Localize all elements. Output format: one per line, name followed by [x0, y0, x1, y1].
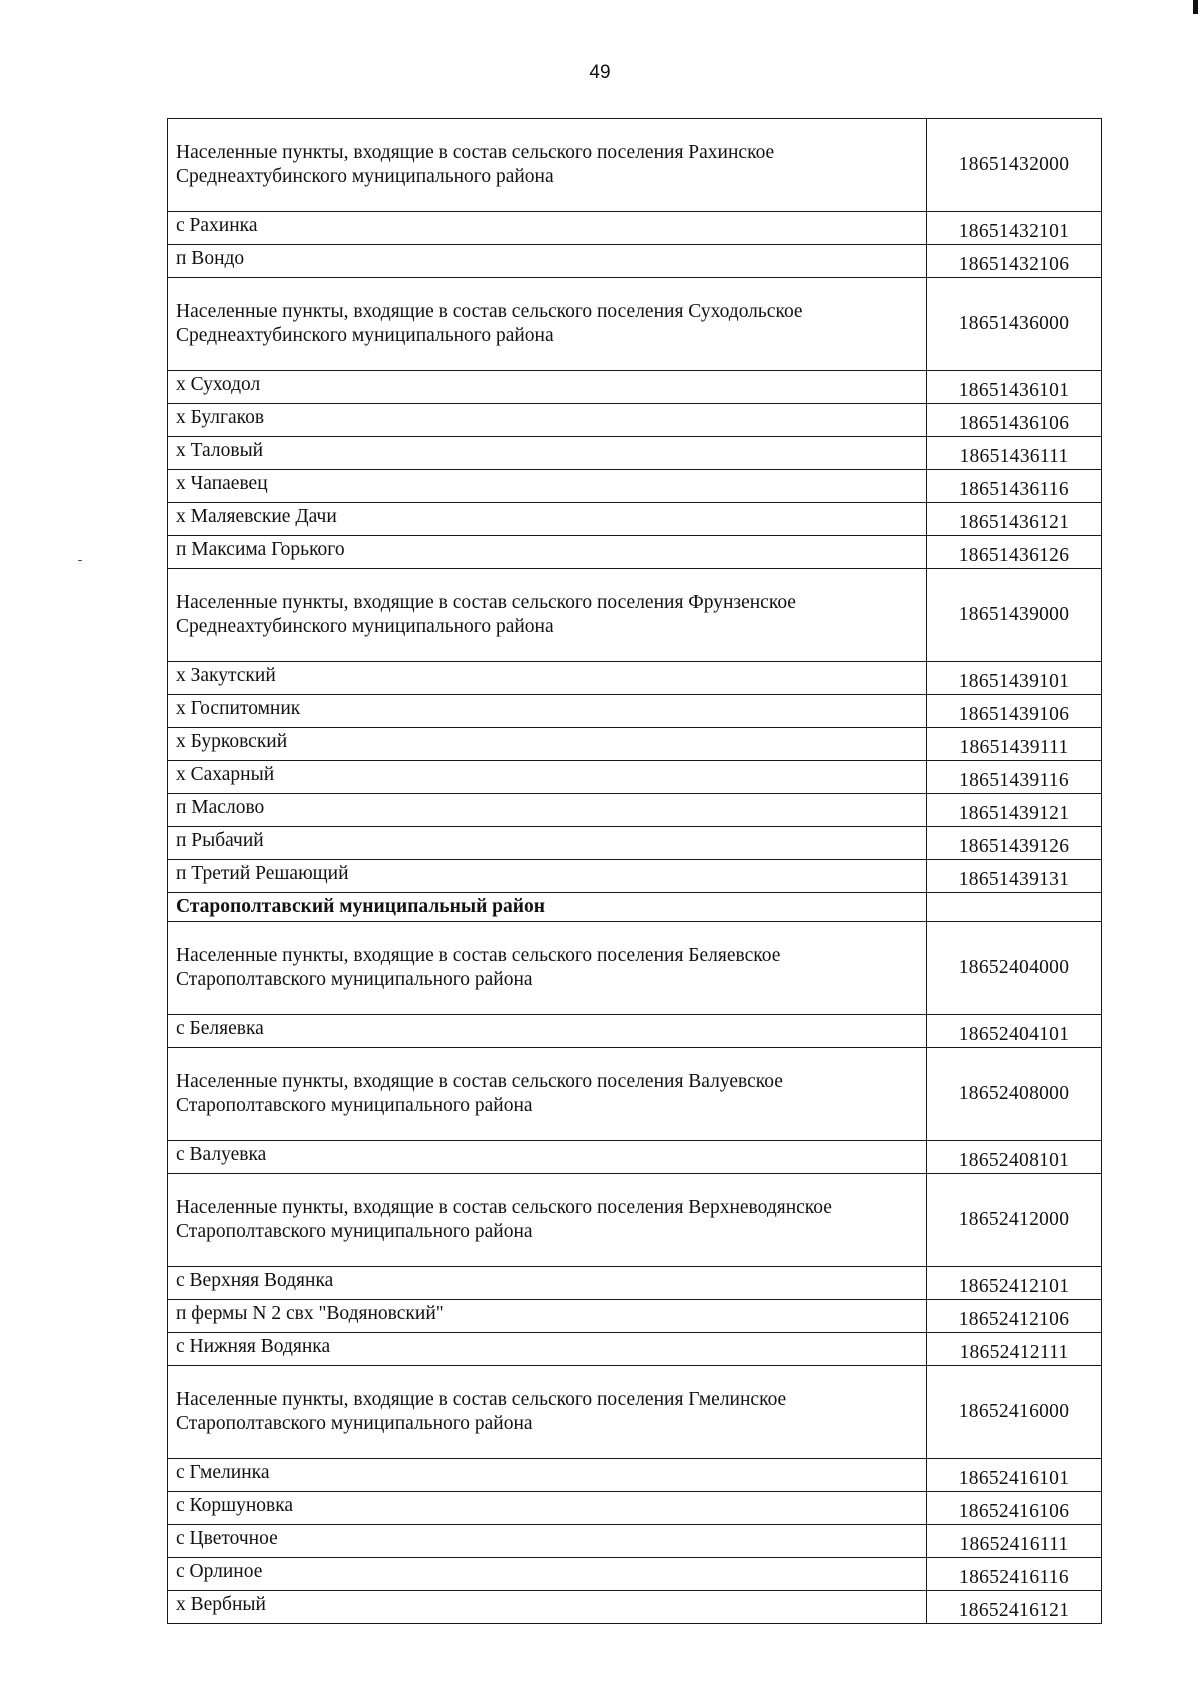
- settlement-name: п Максима Горького: [168, 536, 927, 569]
- settlement-name: с Валуевка: [168, 1141, 927, 1174]
- oktmo-code: 18652416116: [927, 1558, 1102, 1591]
- oktmo-code: 18651439116: [927, 761, 1102, 794]
- settlement-name: п Маслово: [168, 794, 927, 827]
- table-row: [168, 569, 1102, 662]
- settlement-name: п фермы N 2 свх "Водяновский": [168, 1300, 927, 1333]
- page-number: 49: [589, 62, 611, 83]
- settlement-name: с Верхняя Водянка: [168, 1267, 927, 1300]
- table-row: [168, 1267, 1102, 1300]
- table-row: [168, 278, 1102, 371]
- settlement-name: х Суходол: [168, 371, 927, 404]
- table-row: [168, 1591, 1102, 1624]
- table-row: [168, 1141, 1102, 1174]
- oktmo-code: 18652404101: [927, 1015, 1102, 1048]
- settlement-name: х Чапаевец: [168, 470, 927, 503]
- table-row: [168, 245, 1102, 278]
- settlement-name: х Таловый: [168, 437, 927, 470]
- table-row: [168, 794, 1102, 827]
- settlements-table: [167, 118, 1102, 1624]
- table-row: [168, 728, 1102, 761]
- settlement-name: с Беляевка: [168, 1015, 927, 1048]
- oktmo-code: 18651432101: [927, 212, 1102, 245]
- oktmo-code: 18651436111: [927, 437, 1102, 470]
- table-row: [168, 1174, 1102, 1267]
- oktmo-code: 18652416101: [927, 1459, 1102, 1492]
- table-row: [168, 1333, 1102, 1366]
- table-row: [168, 536, 1102, 569]
- table-row: [168, 1558, 1102, 1591]
- settlement-group-name: Населенные пункты, входящие в состав сельского поселения Фрунзенское Среднеахтубинского муниципального района: [168, 569, 927, 662]
- oktmo-code: 18651439000: [927, 569, 1102, 662]
- table-row: [168, 827, 1102, 860]
- settlement-name: х Маляевские Дачи: [168, 503, 927, 536]
- settlement-name: п Вондо: [168, 245, 927, 278]
- settlement-name: с Нижняя Водянка: [168, 1333, 927, 1366]
- oktmo-code: 18651436000: [927, 278, 1102, 371]
- settlement-name: п Рыбачий: [168, 827, 927, 860]
- settlement-group-name: Населенные пункты, входящие в состав сельского поселения Беляевское Старополтавского муниципального района: [168, 922, 927, 1015]
- table-row: [168, 922, 1102, 1015]
- table-row: [168, 437, 1102, 470]
- oktmo-code: 18651439111: [927, 728, 1102, 761]
- settlement-group-name: Населенные пункты, входящие в состав сельского поселения Гмелинское Старополтавского муниципального района: [168, 1366, 927, 1459]
- oktmo-code: 18651439121: [927, 794, 1102, 827]
- table-row: [168, 761, 1102, 794]
- settlement-name: х Бурковский: [168, 728, 927, 761]
- settlement-name: с Гмелинка: [168, 1459, 927, 1492]
- settlement-name: п Третий Решающий: [168, 860, 927, 893]
- oktmo-code: 18651439101: [927, 662, 1102, 695]
- settlement-group-name: Населенные пункты, входящие в состав сельского поселения Верхневодянское Старополтавского муниципального района: [168, 1174, 927, 1267]
- table-row: [168, 212, 1102, 245]
- oktmo-code: 18652416121: [927, 1591, 1102, 1624]
- oktmo-code: 18652412111: [927, 1333, 1102, 1366]
- oktmo-code: 18652404000: [927, 922, 1102, 1015]
- settlement-name: х Госпитомник: [168, 695, 927, 728]
- settlement-name: с Цветочное: [168, 1525, 927, 1558]
- table-row: [168, 1459, 1102, 1492]
- oktmo-code: 18651436126: [927, 536, 1102, 569]
- oktmo-code: 18652416000: [927, 1366, 1102, 1459]
- table-row: [168, 371, 1102, 404]
- table-row: [168, 695, 1102, 728]
- settlement-group-name: Населенные пункты, входящие в состав сельского поселения Валуевское Старополтавского муниципального района: [168, 1048, 927, 1141]
- oktmo-code: 18651432000: [927, 119, 1102, 212]
- oktmo-code: 18652412000: [927, 1174, 1102, 1267]
- oktmo-code: 18651436121: [927, 503, 1102, 536]
- settlement-group-name: Населенные пункты, входящие в состав сельского поселения Рахинское Среднеахтубинского муниципального района: [168, 119, 927, 212]
- oktmo-code: [927, 893, 1102, 922]
- oktmo-code: 18651436116: [927, 470, 1102, 503]
- settlement-name: х Закутский: [168, 662, 927, 695]
- table-row: [168, 119, 1102, 212]
- table-row: [168, 404, 1102, 437]
- table-row: [168, 893, 1102, 922]
- table-row: [168, 1492, 1102, 1525]
- oktmo-code: 18651439131: [927, 860, 1102, 893]
- scan-speck: [78, 560, 82, 561]
- settlement-name: х Булгаков: [168, 404, 927, 437]
- district-name: Старополтавский муниципальный район: [168, 893, 927, 922]
- oktmo-code: 18652412101: [927, 1267, 1102, 1300]
- table-row: [168, 1015, 1102, 1048]
- table-row: [168, 470, 1102, 503]
- oktmo-code: 18652416106: [927, 1492, 1102, 1525]
- oktmo-code: 18651439106: [927, 695, 1102, 728]
- oktmo-code: 18651432106: [927, 245, 1102, 278]
- table-row: [168, 662, 1102, 695]
- settlement-name: с Коршуновка: [168, 1492, 927, 1525]
- table-row: [168, 1300, 1102, 1333]
- settlement-name: с Орлиное: [168, 1558, 927, 1591]
- settlement-name: х Сахарный: [168, 761, 927, 794]
- table-row: [168, 1366, 1102, 1459]
- oktmo-code: 18652416111: [927, 1525, 1102, 1558]
- oktmo-code: 18651436106: [927, 404, 1102, 437]
- table-row: [168, 860, 1102, 893]
- oktmo-code: 18651439126: [927, 827, 1102, 860]
- table-row: [168, 1048, 1102, 1141]
- oktmo-code: 18652408101: [927, 1141, 1102, 1174]
- settlement-name: х Вербный: [168, 1591, 927, 1624]
- settlement-name: с Рахинка: [168, 212, 927, 245]
- oktmo-code: 18652408000: [927, 1048, 1102, 1141]
- oktmo-code: 18651436101: [927, 371, 1102, 404]
- settlement-group-name: Населенные пункты, входящие в состав сельского поселения Суходольское Среднеахтубинского муниципального района: [168, 278, 927, 371]
- oktmo-code: 18652412106: [927, 1300, 1102, 1333]
- table-row: [168, 1525, 1102, 1558]
- table-row: [168, 503, 1102, 536]
- scan-edge-mark: [1193, 0, 1198, 14]
